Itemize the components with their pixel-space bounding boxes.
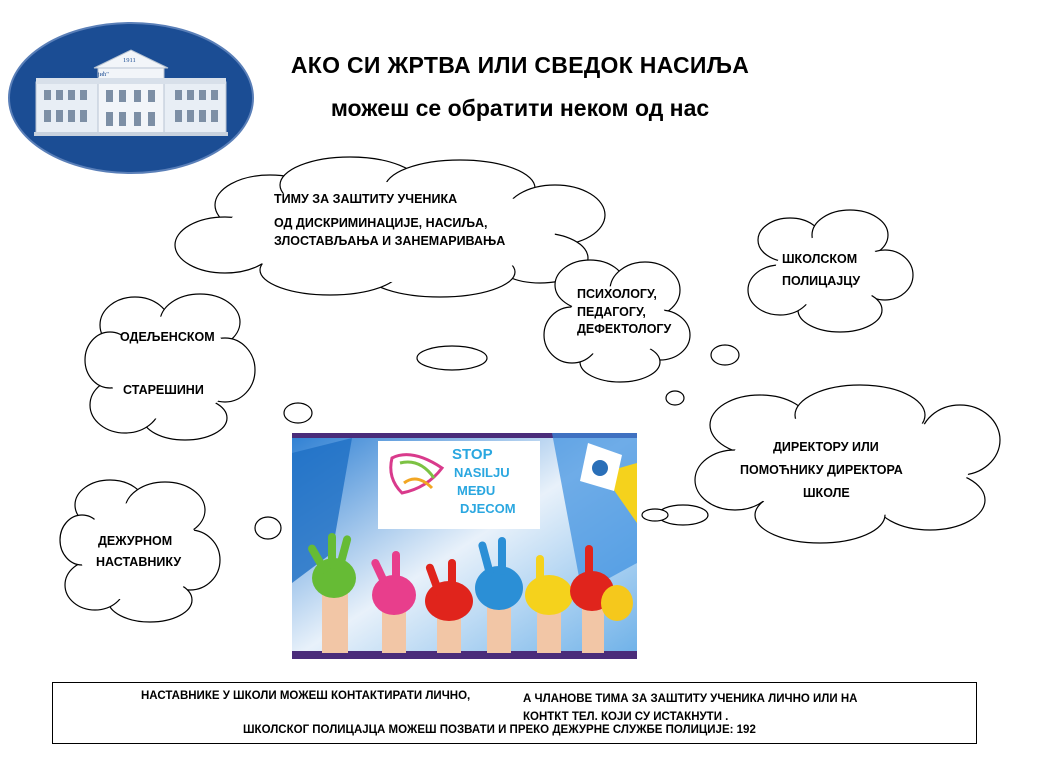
- poster-violence-text: NASILJU: [454, 465, 510, 480]
- cloud-police-line1: ШКОЛСКОМ: [782, 252, 858, 266]
- logo-left-text: ОШ "Емилија Остојић": [44, 71, 109, 78]
- page-subtitle: можеш се обратити неком од нас: [330, 95, 710, 121]
- logo-year: 1911: [123, 57, 136, 64]
- cloud-psych-line1: ПСИХОЛОГУ,: [577, 287, 657, 301]
- cloud-duty: [60, 480, 220, 622]
- cloud-team-line2: ОД ДИСКРИМИНАЦИЈЕ, НАСИЉА,: [274, 216, 488, 230]
- poster-children-text: DJECOM: [460, 501, 516, 516]
- cloud-class-line2: СТАРЕШИНИ: [123, 383, 204, 397]
- cloud-duty-line1: ДЕЖУРНОМ: [98, 534, 173, 548]
- logo-right-text: Пожега: [192, 71, 213, 78]
- cloud-police: [748, 210, 913, 332]
- stop-violence-poster: [292, 433, 637, 659]
- footer-line3: ШКОЛСКОГ ПОЛИЦАЈЦА МОЖЕШ ПОЗВАТИ И ПРЕКО ДЕЖУРНЕ СЛУЖБЕ ПОЛИЦИЈЕ: 192: [243, 724, 756, 736]
- cloud-director-line2: ПОМОЋНИКУ ДИРЕКТОРА: [740, 463, 903, 477]
- cloud-team-line3: ЗЛОСТАВЉАЊА И ЗАНЕМАРИВАЊА: [274, 234, 506, 248]
- cloud-psych-line2: ПЕДАГОГУ,: [577, 305, 646, 319]
- cloud-director-line1: ДИРЕКТОРУ ИЛИ: [773, 440, 879, 454]
- cloud-class-line1: ОДЕЉЕНСКОМ: [120, 330, 215, 344]
- poster-among-text: MEĐU: [457, 483, 496, 498]
- cloud-team-line1: ТИМУ ЗА ЗАШТИТУ УЧЕНИКА: [274, 192, 458, 206]
- poster-stop-text: STOP: [452, 446, 493, 463]
- cloud-police-line2: ПОЛИЦАЈЦУ: [782, 274, 861, 288]
- footer-info-box: [52, 682, 977, 744]
- footer-line2: КОНТКТ ТЕЛ. КОЈИ СУ ИСТАКНУТИ .: [523, 711, 729, 723]
- cloud-class: [85, 294, 255, 440]
- cloud-psych-line3: ДЕФЕКТОЛОГУ: [577, 322, 672, 336]
- emblem-icon: [592, 460, 608, 476]
- footer-line1-right: А ЧЛАНОВЕ ТИМА ЗА ЗАШТИТУ УЧЕНИКА ЛИЧНО ИЛИ НА: [523, 693, 858, 705]
- footer-line1-left: НАСТАВНИКЕ У ШКОЛИ МОЖЕШ КОНТАКТИРАТИ ЛИЧНО,: [141, 690, 471, 702]
- cloud-director-line3: ШКОЛЕ: [803, 486, 850, 500]
- page-title: АКО СИ ЖРТВА ИЛИ СВЕДОК НАСИЉА: [290, 52, 750, 78]
- cloud-duty-line2: НАСТАВНИКУ: [96, 555, 182, 569]
